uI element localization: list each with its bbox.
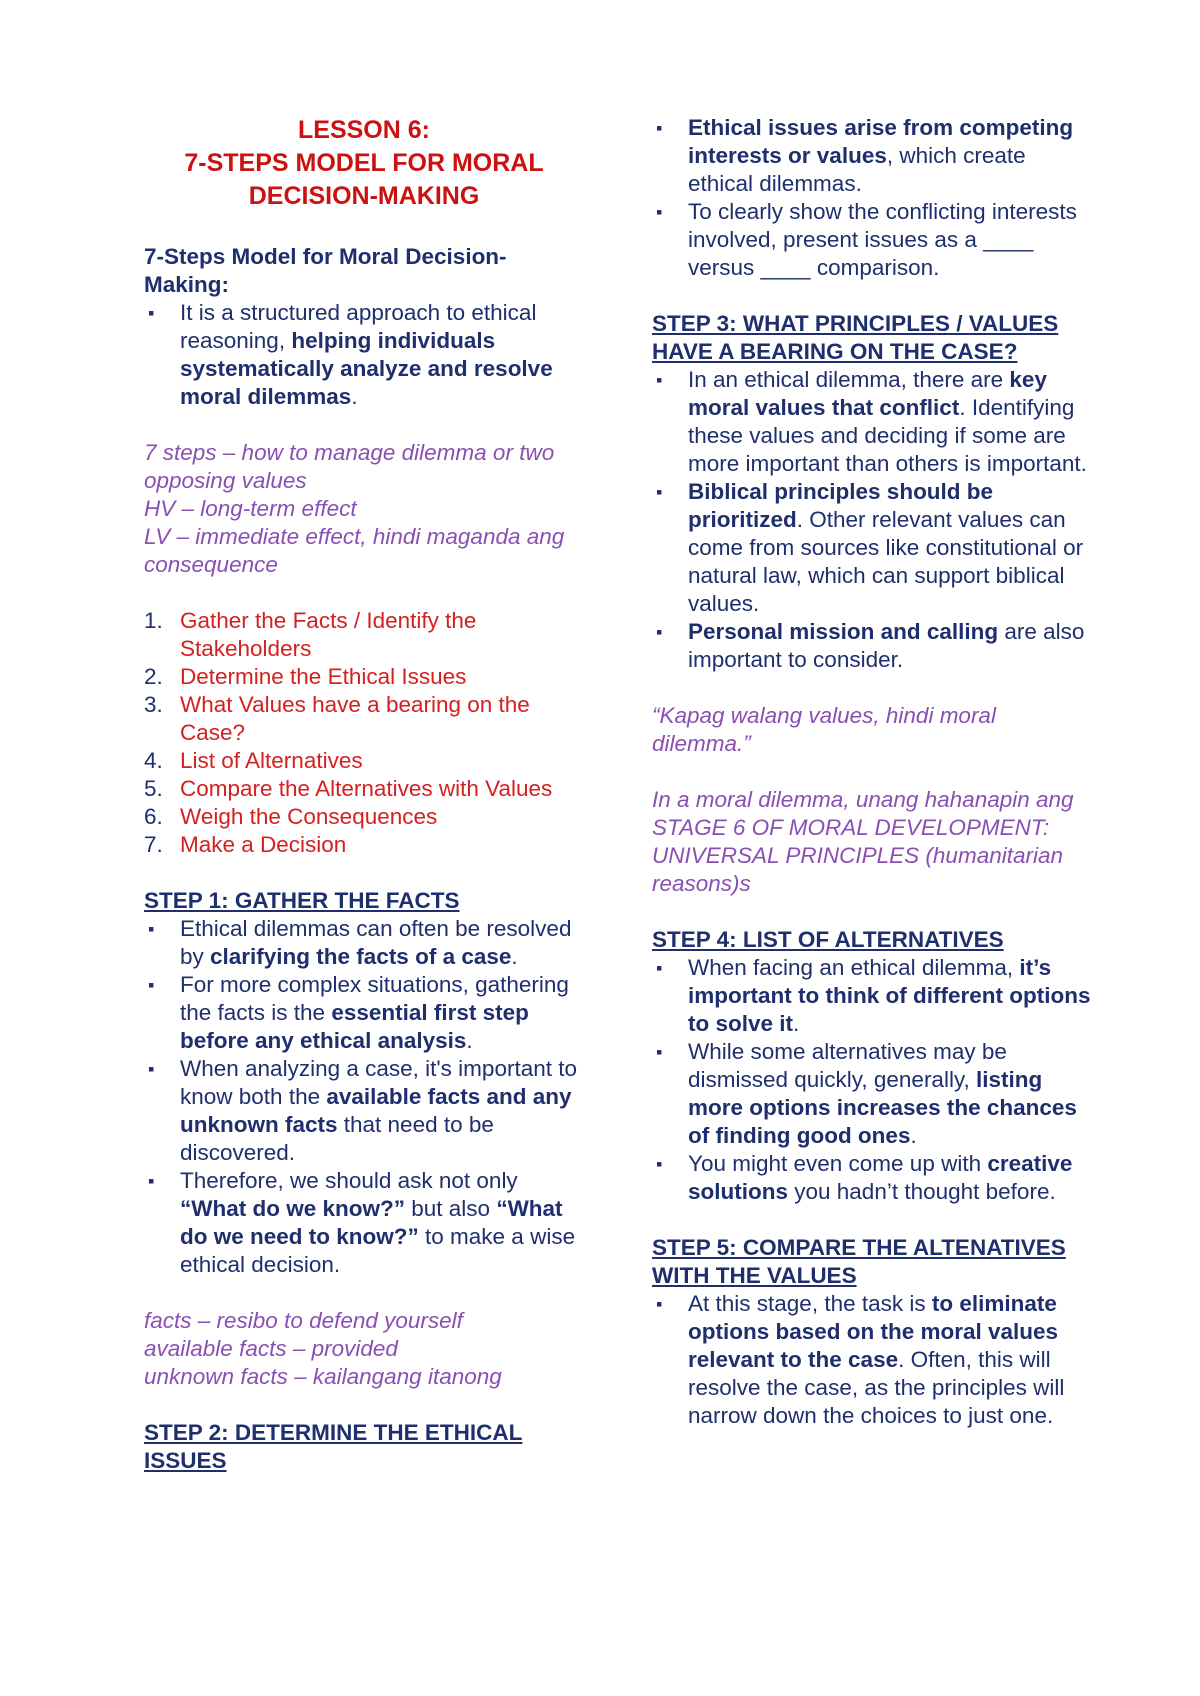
step2-bullets: [652, 114, 1092, 282]
step-item-6: 6. Weigh the Consequences: [144, 804, 438, 829]
step4-bullets: [652, 954, 1092, 1206]
step1-bullet-1: ▪ Ethical dilemmas can often be resolved by clarifying the facts of a case.: [144, 915, 584, 971]
step1-bullet-3: ▪ When analyzing a case, it's important to know both the available facts and any unknown facts that need to be discovered.: [144, 1055, 584, 1167]
note-hv: HV – long-term effect: [144, 496, 357, 521]
step-item-2: 2. Determine the Ethical Issues: [144, 664, 467, 689]
step1-heading: STEP 1: GATHER THE FACTS: [144, 888, 460, 913]
step3-bullet-3: ▪ Personal mission and calling are also important to consider.: [652, 618, 1092, 674]
step5-bullets: [652, 1290, 1092, 1430]
intro-bullets: [144, 299, 584, 411]
step4-bullet-3: ▪ You might even come up with creative solutions you hadn’t thought before.: [652, 1150, 1092, 1206]
note-7-steps: 7 steps – how to manage dilemma or two opposing values: [144, 440, 555, 493]
step-item-4: 4. List of Alternatives: [144, 748, 363, 773]
note-stage-6: In a moral dilemma, unang hahanapin ang STAGE 6 OF MORAL DEVELOPMENT: UNIVERSAL PRINCIPLES (humanitarian reasons)s: [652, 787, 1074, 896]
title-line-1: LESSON 6:: [298, 116, 430, 144]
intro-heading: 7-Steps Model for Moral Decision-Making:: [144, 244, 507, 297]
note-available-facts: available facts – provided: [144, 1336, 398, 1361]
note-unknown-facts: unknown facts – kailangang itanong: [144, 1364, 502, 1389]
step3-bullet-2: ▪ Biblical principles should be prioritized. Other relevant values can come from sources like constitutional or natural law, which can support biblical values.: [652, 478, 1092, 618]
step5-heading: STEP 5: COMPARE THE ALTENATIVES WITH THE VALUES: [652, 1235, 1066, 1288]
note-lv: LV – immediate effect, hindi maganda ang consequence: [144, 524, 565, 577]
step2-bullet-2: ▪ To clearly show the conflicting interests involved, present issues as a ____ versus ____ comparison.: [652, 198, 1092, 282]
note-quote: “Kapag walang values, hindi moral dilemma.”: [652, 703, 996, 756]
step5-bullet-1: ▪ At this stage, the task is to eliminate options based on the moral values relevant to the case. Often, this will resolve the case, as the principles will narrow down the choices to just one.: [652, 1290, 1092, 1430]
step3-heading: STEP 3: WHAT PRINCIPLES / VALUES HAVE A BEARING ON THE CASE?: [652, 311, 1059, 364]
step-item-1: 1. Gather the Facts / Identify the Stakeholders: [144, 608, 477, 661]
title-line-2: 7-STEPS MODEL FOR MORAL: [184, 149, 544, 177]
step4-heading: STEP 4: LIST OF ALTERNATIVES: [652, 927, 1004, 952]
step2-heading: STEP 2: DETERMINE THE ETHICAL ISSUES: [144, 1420, 523, 1473]
step1-bullets: [144, 915, 584, 1279]
step4-bullet-1: ▪ When facing an ethical dilemma, it’s important to think of different options to solve it.: [652, 954, 1092, 1038]
note-facts: facts – resibo to defend yourself: [144, 1308, 463, 1333]
step-item-5: 5. Compare the Alternatives with Values: [144, 776, 553, 801]
step-item-3: 3. What Values have a bearing on the Case?: [144, 692, 530, 745]
step-item-7: 7. Make a Decision: [144, 832, 347, 857]
lesson-title: [144, 114, 584, 213]
step1-bullet-4: ▪ Therefore, we should ask not only “What do we know?” but also “What do we need to know?” to make a wise ethical decision.: [144, 1167, 584, 1279]
step1-bullet-2: ▪ For more complex situations, gathering the facts is the essential first step before any ethical analysis.: [144, 971, 584, 1055]
step4-bullet-2: ▪ While some alternatives may be dismissed quickly, generally, listing more options increases the chances of finding good ones.: [652, 1038, 1092, 1150]
title-line-3: DECISION-MAKING: [248, 182, 480, 210]
right-column: [652, 114, 1092, 1430]
intro-bullet: ▪ It is a structured approach to ethical reasoning, helping individuals systematically analyze and resolve moral dilemmas.: [144, 299, 584, 411]
step3-bullet-1: ▪ In an ethical dilemma, there are key moral values that conflict. Identifying these values and deciding if some are more important than others is important.: [652, 366, 1092, 478]
steps-list: [144, 607, 584, 859]
step2-bullet-1: ▪ Ethical issues arise from competing interests or values, which create ethical dilemmas.: [652, 114, 1092, 198]
left-column: [144, 114, 584, 1475]
step3-bullets: [652, 366, 1092, 674]
